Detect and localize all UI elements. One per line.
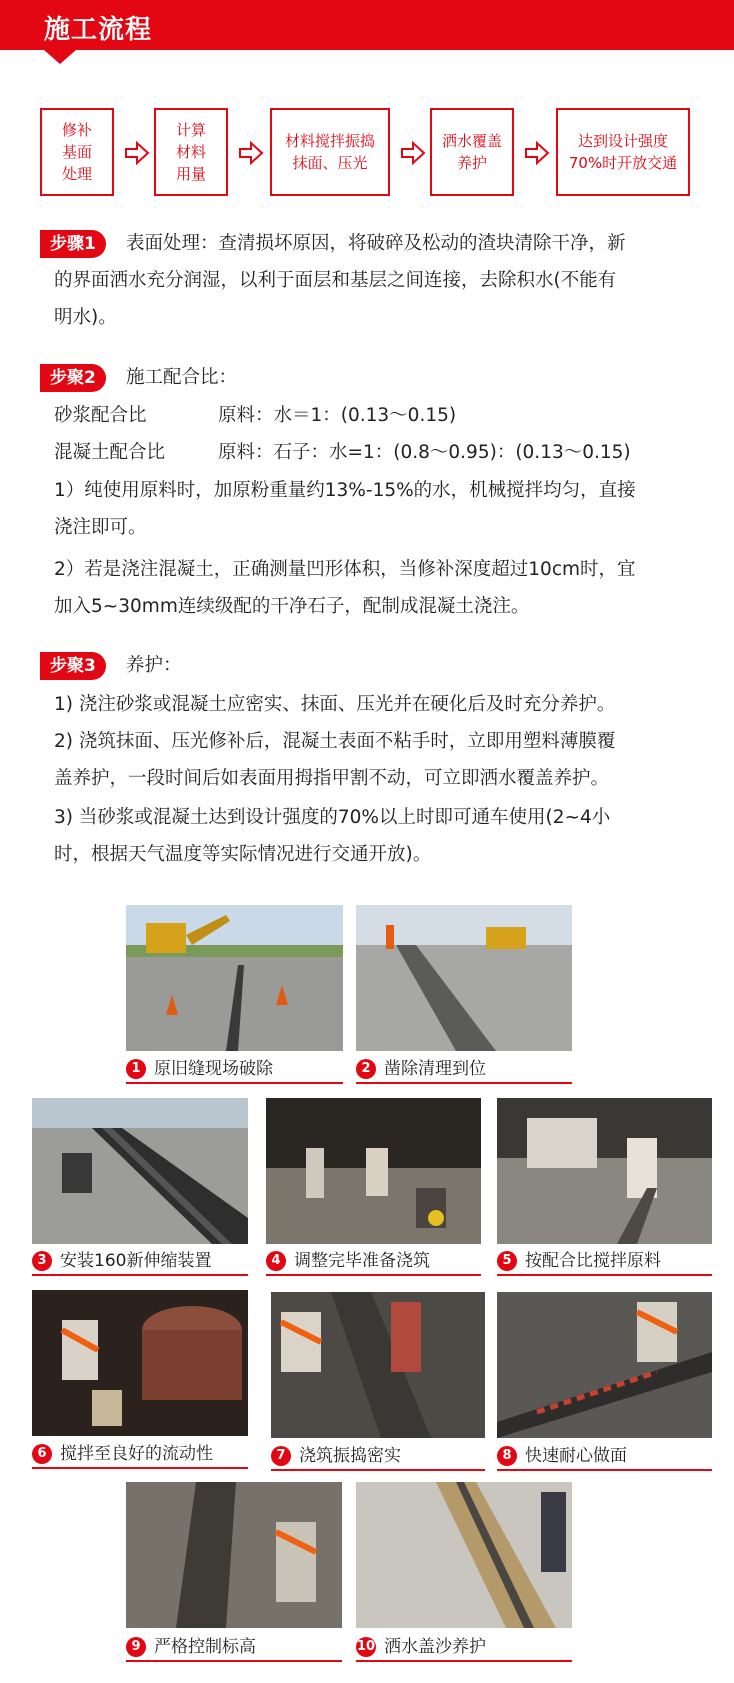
step-number: 9 [126, 1637, 146, 1657]
photo-caption: 10 洒水盖沙养护 [356, 1634, 572, 1662]
photo-caption: 6 搅拌至良好的流动性 [32, 1441, 248, 1469]
mix-name: 砂浆配合比 [54, 405, 147, 426]
step3-line-1: 1) 浇注砂浆或混凝土应密实、抹面、压光并在硬化后及时充分养护。 [54, 694, 616, 715]
mix-ratio: 原料：石子：水=1：(0.8～0.95)：(0.13～0.15) [218, 442, 631, 463]
photo-2 [356, 905, 572, 1051]
step-number: 1 [126, 1059, 146, 1079]
photo-caption: 9 严格控制标高 [126, 1634, 342, 1662]
step1-line-1: 表面处理：查清损坏原因，将破碎及松动的渣块清除干净，新 [126, 233, 626, 254]
step-number: 10 [356, 1637, 376, 1657]
step1-line-2: 的界面洒水充分润湿，以利于面层和基层之间连接，去除积水(不能有 [54, 270, 617, 291]
photo-6 [32, 1290, 248, 1436]
photo-caption: 3 安装160新伸缩装置 [32, 1248, 248, 1276]
photo-8 [497, 1292, 712, 1438]
step-number: 2 [356, 1059, 376, 1079]
step-number: 5 [497, 1251, 517, 1271]
step2-line-3: 2）若是浇注混凝土，正确测量凹形体积，当修补深度超过10cm时，宜 [54, 559, 636, 580]
flow-step-4: 洒水覆盖 养护 [430, 108, 514, 196]
step-number: 8 [497, 1446, 517, 1466]
mix-row-concrete [54, 440, 631, 466]
photo-caption: 8 快速耐心做面 [497, 1443, 712, 1471]
step-badge-2: 步聚2 [40, 364, 106, 392]
step-badge-3: 步聚3 [40, 652, 106, 680]
step3-line-2: 2) 浇筑抹面、压光修补后，混凝土表面不粘手时，立即用塑料薄膜覆 [54, 731, 616, 752]
photo-caption: 2 凿除清理到位 [356, 1056, 572, 1084]
arrow-right-icon [238, 140, 264, 166]
photo-caption: 4 调整完毕准备浇筑 [266, 1248, 481, 1276]
step2-line-1: 1）纯使用原料时，加原粉重量约13%-15%的水，机械搅拌均匀，直接 [54, 480, 636, 501]
flow-step-3: 材料搅拌振捣 抹面、压光 [270, 108, 390, 196]
step-number: 3 [32, 1251, 52, 1271]
arrow-right-icon [400, 140, 426, 166]
step1-line-3: 明水)。 [54, 307, 117, 328]
photo-4 [266, 1098, 481, 1244]
step3-line-4: 3) 当砂浆或混凝土达到设计强度的70%以上时即可通车使用(2~4小 [54, 807, 611, 828]
flow-step-1: 修补 基面 处理 [40, 108, 114, 196]
mix-row-mortar [54, 403, 457, 429]
step-badge-1: 步骤1 [40, 230, 106, 258]
step3-title: 养护： [126, 655, 182, 676]
photo-10 [356, 1482, 572, 1628]
step3-line-5: 时，根据天气温度等实际情况进行交通开放)。 [54, 844, 432, 865]
photo-3 [32, 1098, 248, 1244]
photo-caption: 5 按配合比搅拌原料 [497, 1248, 712, 1276]
mix-name: 混凝土配合比 [54, 442, 166, 463]
step-number: 7 [271, 1446, 291, 1466]
step2-line-2: 浇注即可。 [54, 517, 147, 538]
photo-9 [126, 1482, 342, 1628]
photo-caption: 1 原旧缝现场破除 [126, 1056, 343, 1084]
photo-7 [271, 1292, 485, 1438]
step-number: 4 [266, 1251, 286, 1271]
step-number: 6 [32, 1444, 52, 1464]
section-header [0, 0, 734, 50]
photo-5 [497, 1098, 712, 1244]
flow-step-2: 计算 材料 用量 [154, 108, 228, 196]
arrow-right-icon [124, 140, 150, 166]
photo-caption: 7 浇筑振捣密实 [271, 1443, 485, 1471]
step2-line-4: 加入5~30mm连续级配的干净石子，配制成混凝土浇注。 [54, 596, 530, 617]
mix-ratio: 原料：水＝1：(0.13～0.15) [218, 405, 457, 426]
flow-step-5: 达到设计强度 70%时开放交通 [556, 108, 690, 196]
step2-title: 施工配合比： [126, 367, 238, 388]
arrow-right-icon [524, 140, 550, 166]
step3-line-3: 盖养护，一段时间后如表面用拇指甲割不动，可立即洒水覆盖养护。 [54, 768, 610, 789]
section-title: 施工流程 [44, 15, 153, 45]
header-pointer [44, 50, 76, 64]
photo-1 [126, 905, 343, 1051]
